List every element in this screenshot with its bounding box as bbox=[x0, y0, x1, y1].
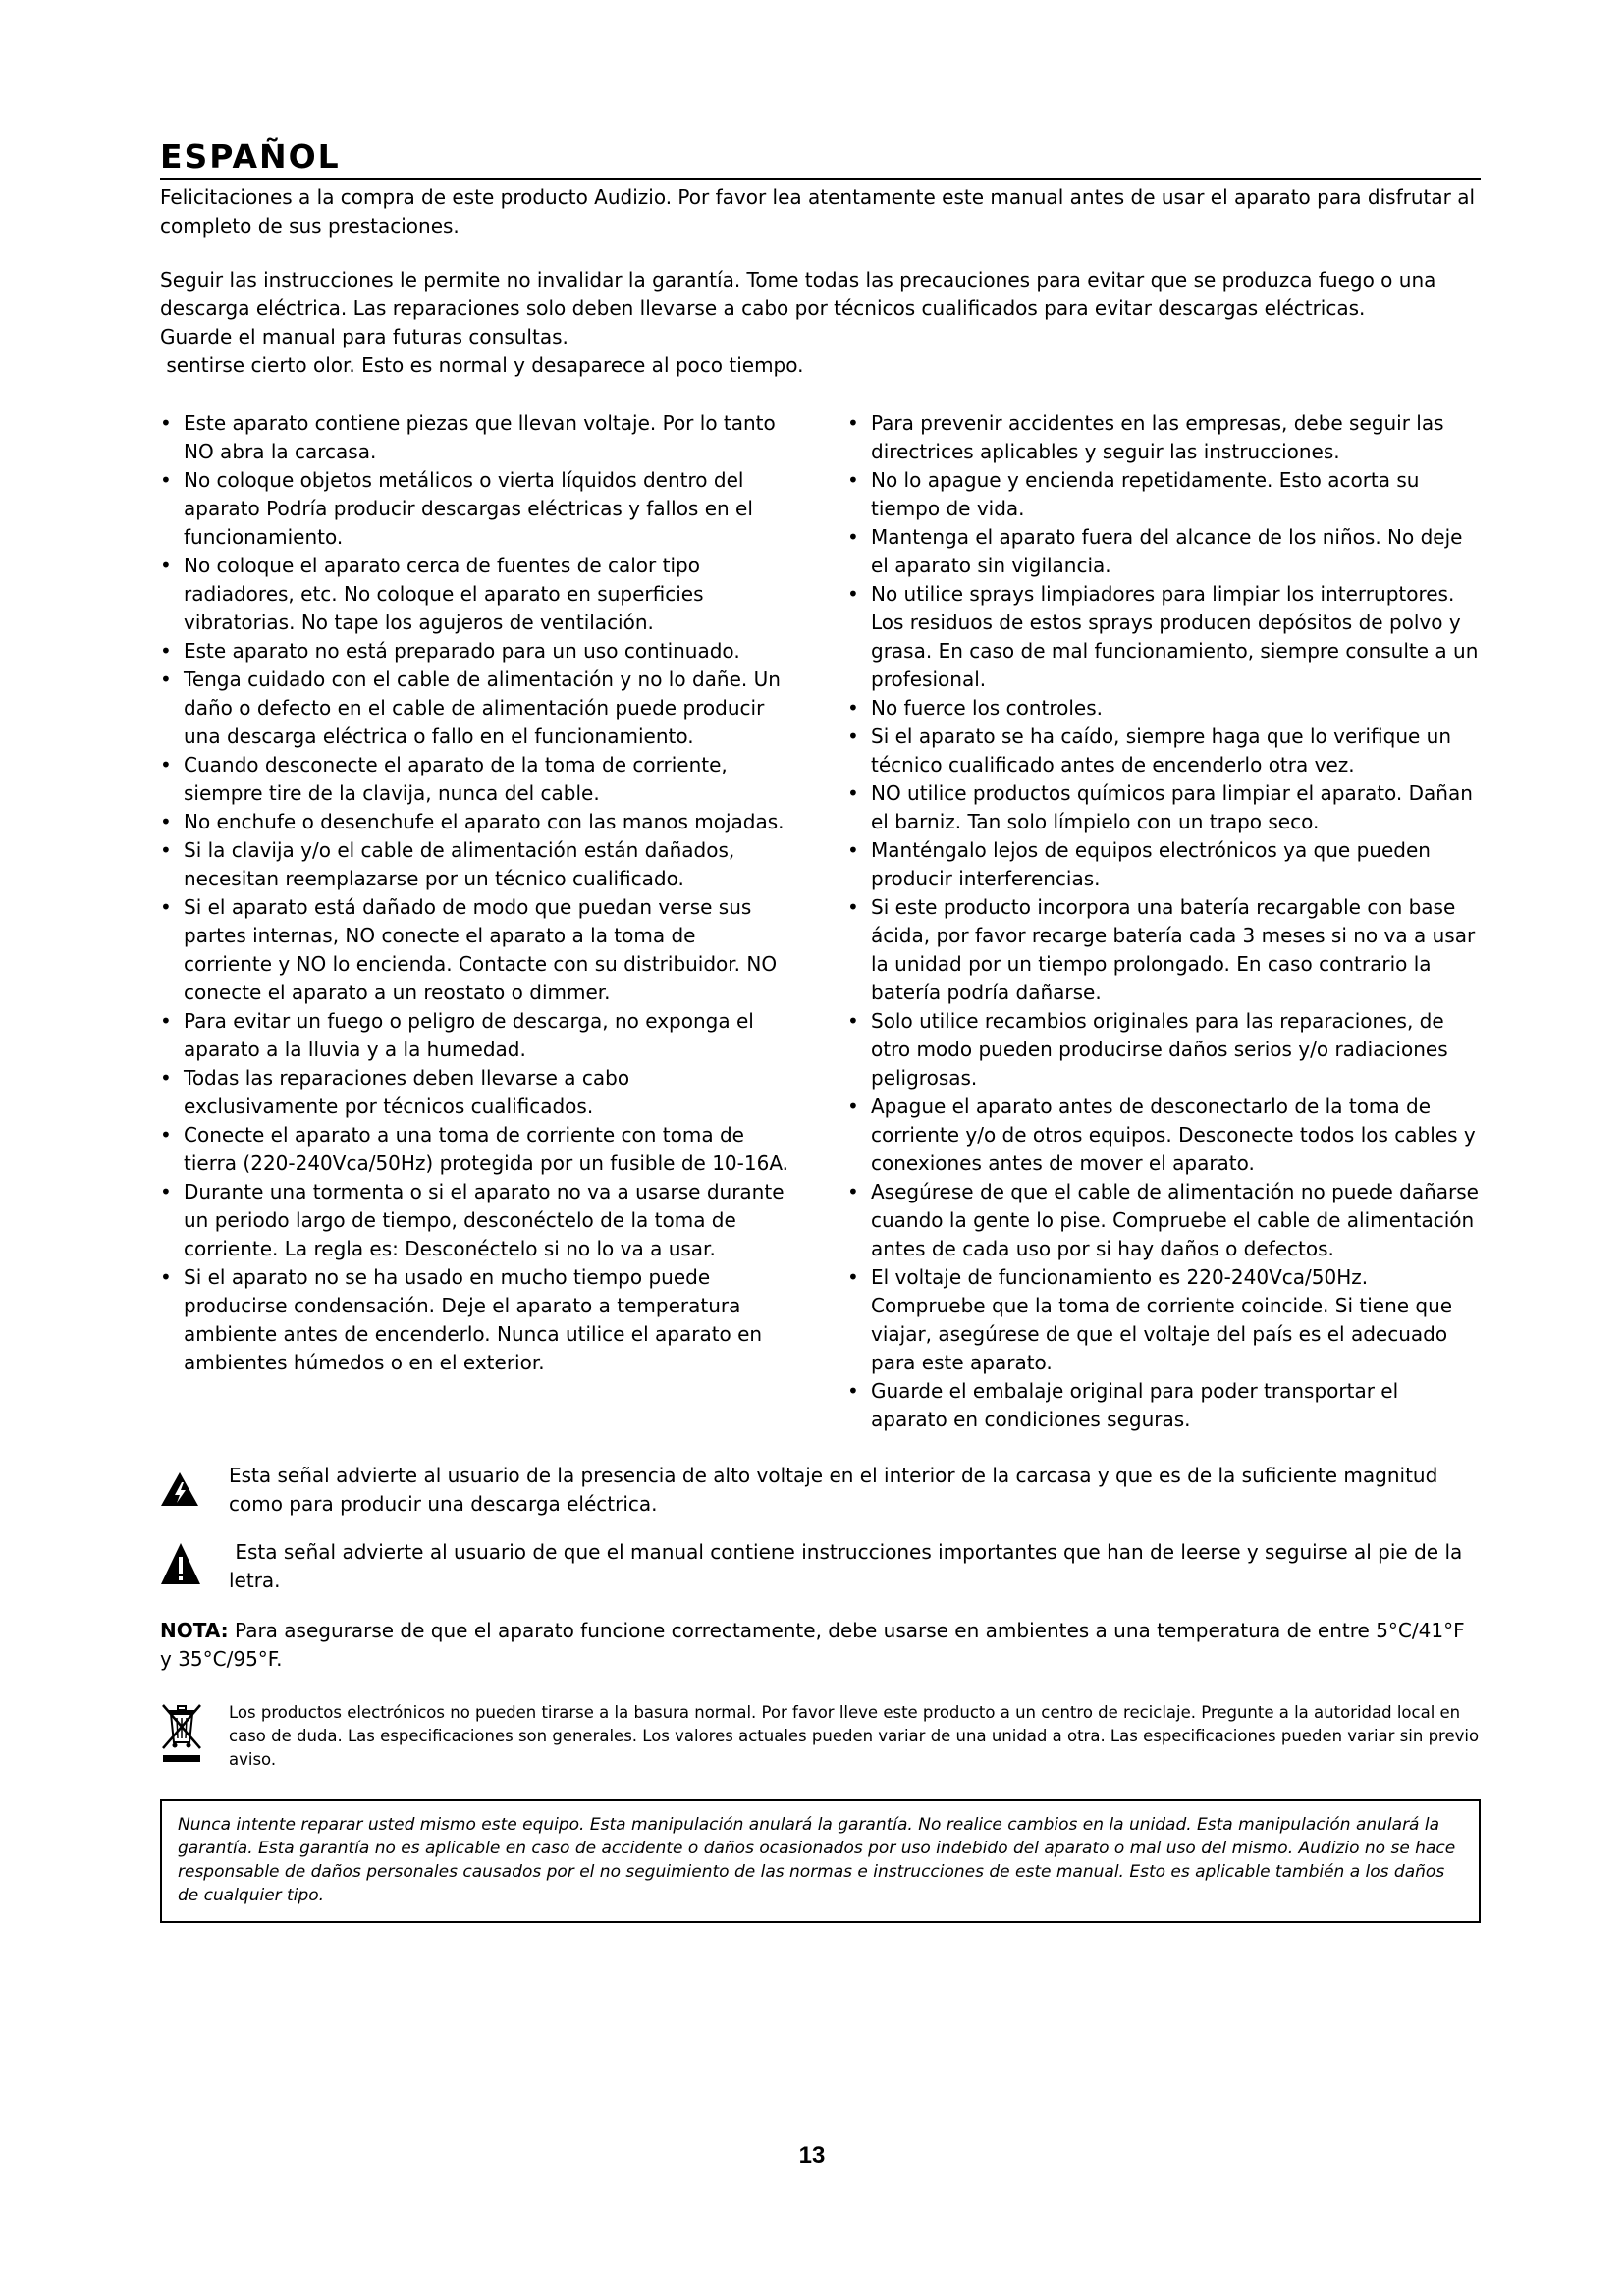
voltage-warning-text: Esta señal advierte al usuario de la presencia de alto voltaje en el interior de la carcasa y que es de la suficiente magnitud como para producir una descarga eléctrica. bbox=[229, 1464, 1438, 1516]
list-item: • Guarde el embalaje original para poder transportar el aparato en condiciones seguras. bbox=[847, 1377, 1481, 1434]
crossed-bin-icon bbox=[160, 1701, 209, 1768]
intro bbox=[160, 184, 1481, 380]
list-item: • No fuerce los controles. bbox=[847, 694, 1481, 722]
intro-paragraph-1: Felicitaciones a la compra de este producto Audizio. Por favor lea atentamente este manual antes de usar el aparato para disfrutar al completo de sus prestaciones. bbox=[160, 186, 1476, 238]
left-column bbox=[160, 409, 788, 1434]
recycling-notice bbox=[160, 1701, 1481, 1772]
list-item: • Para evitar un fuego o peligro de descarga, no exponga el aparato a la lluvia y a la humedad. bbox=[160, 1007, 788, 1064]
list-item: • Todas las reparaciones deben llevarse a cabo exclusivamente por técnicos cualificados. bbox=[160, 1064, 788, 1121]
list-item: • Asegúrese de que el cable de alimentación no puede dañarse cuando la gente lo pise. Compruebe el cable de alimentación antes de cada uso por si hay daños o defectos. bbox=[847, 1178, 1481, 1263]
list-item: • Tenga cuidado con el cable de alimentación y no lo dañe. Un daño o defecto en el cable de alimentación puede producir una descarga eléctrica o fallo en el funcionamiento. bbox=[160, 666, 788, 751]
list-item: • Este aparato contiene piezas que llevan voltaje. Por lo tanto NO abra la carcasa. bbox=[160, 409, 788, 466]
list-item: • Solo utilice recambios originales para las reparaciones, de otro modo pueden producirse daños serios y/o radiaciones peligrosas. bbox=[847, 1007, 1481, 1093]
list-item: • No enchufe o desenchufe el aparato con las manos mojadas. bbox=[160, 808, 788, 836]
list-item: • No utilice sprays limpiadores para limpiar los interruptores. Los residuos de estos sprays producen depósitos de polvo y grasa. En caso de mal funcionamiento, siempre consulte a un profesional. bbox=[847, 580, 1481, 694]
list-item: • Apague el aparato antes de desconectarlo de la toma de corriente y/o de otros equipos. Desconecte todos los cables y conexiones antes de mover el aparato. bbox=[847, 1093, 1481, 1178]
manual-page bbox=[160, 137, 1481, 1923]
list-item: • No coloque el aparato cerca de fuentes de calor tipo radiadores, etc. No coloque el aparato en superficies vibratorias. No tape los agujeros de ventilación. bbox=[160, 552, 788, 637]
instructions-warning bbox=[160, 1538, 1481, 1595]
exclamation-triangle-icon bbox=[160, 1542, 209, 1589]
list-item: • Si el aparato se ha caído, siempre haga que lo verifique un técnico cualificado antes de encenderlo otra vez. bbox=[847, 722, 1481, 779]
list-item: • Conecte el aparato a una toma de corriente con toma de tierra (220-240Vca/50Hz) protegida por un fusible de 10-16A. bbox=[160, 1121, 788, 1178]
list-item: • NO utilice productos químicos para limpiar el aparato. Dañan el barniz. Tan solo límpielo con un trapo seco. bbox=[847, 779, 1481, 836]
list-item: • Mantenga el aparato fuera del alcance de los niños. No deje el aparato sin vigilancia. bbox=[847, 523, 1481, 580]
nota-label: NOTA: bbox=[160, 1619, 229, 1642]
list-item: • El voltaje de funcionamiento es 220-240Vca/50Hz. Compruebe que la toma de corriente coincide. Si tiene que viajar, asegúrese de que el voltaje del país es el adecuado para este aparato. bbox=[847, 1263, 1481, 1377]
list-item: • Durante una tormenta o si el aparato no va a usarse durante un periodo largo de tiempo, desconéctelo de la toma de corriente. La regla es: Desconéctelo si no lo va a usar. bbox=[160, 1178, 788, 1263]
left-safety-list bbox=[160, 409, 788, 1377]
list-item: • Si el aparato no se ha usado en mucho tiempo puede producirse condensación. Deje el aparato a temperatura ambiente antes de encenderlo. Nunca utilice el aparato en ambientes húmedos o en el exterior. bbox=[160, 1263, 788, 1377]
intro-paragraph-2-line-3: sentirse cierto olor. Esto es normal y desaparece al poco tiempo. bbox=[160, 353, 804, 377]
page-number: 13 bbox=[798, 2142, 826, 2168]
list-item: • No lo apague y encienda repetidamente. Esto acorta su tiempo de vida. bbox=[847, 466, 1481, 523]
intro-paragraph-2-line-2: Guarde el manual para futuras consultas. bbox=[160, 325, 568, 348]
list-item: • Para prevenir accidentes en las empresas, debe seguir las directrices aplicables y seguir las instrucciones. bbox=[847, 409, 1481, 466]
list-item: • Cuando desconecte el aparato de la toma de corriente, siempre tire de la clavija, nunca del cable. bbox=[160, 751, 788, 808]
list-item: • Este aparato no está preparado para un uso continuado. bbox=[160, 637, 788, 666]
instructions-warning-text: Esta señal advierte al usuario de que el manual contiene instrucciones importantes que han de leerse y seguirse al pie de la letra. bbox=[229, 1540, 1469, 1592]
list-item: • Si la clavija y/o el cable de alimentación están dañados, necesitan reemplazarse por un técnico cualificado. bbox=[160, 836, 788, 893]
list-item: • Si este producto incorpora una batería recargable con base ácida, por favor recarge batería cada 3 meses si no va a usar la unidad por un tiempo prolongado. En caso contrario la batería podría dañarse. bbox=[847, 893, 1481, 1007]
lightning-triangle-icon bbox=[160, 1471, 209, 1511]
right-column bbox=[847, 409, 1481, 1434]
list-item: • Manténgalo lejos de equipos electrónicos ya que pueden producir interferencias. bbox=[847, 836, 1481, 893]
voltage-warning bbox=[160, 1462, 1481, 1519]
nota-paragraph bbox=[160, 1617, 1481, 1674]
list-item: • Si el aparato está dañado de modo que puedan verse sus partes internas, NO conecte el aparato a la toma de corriente y NO lo encienda. Contacte con su distribuidor. NO conecte el aparato a un reostato o dimmer. bbox=[160, 893, 788, 1007]
warranty-disclaimer: Nunca intente reparar usted mismo este equipo. Esta manipulación anulará la garantía. No realice cambios en la unidad. Esta manipulación anulará la garantía. Esta garantía no es aplicable en caso de accidente o daños ocasionados por uso indebido del aparato o mal uso del mismo. Audizio no se hace responsable de daños personales causados por el no seguimiento de las normas e instrucciones de este manual. Esto es aplicable también a los daños de cualquier tipo. bbox=[160, 1799, 1481, 1923]
list-item: • No coloque objetos metálicos o vierta líquidos dentro del aparato Podría producir descargas eléctricas y fallos en el funcionamiento. bbox=[160, 466, 788, 552]
intro-paragraph-2-line-1: Seguir las instrucciones le permite no invalidar la garantía. Tome todas las precauciones para evitar que se produzca fuego o una descarga eléctrica. Las reparaciones solo deben llevarse a cabo por técnicos cualificados para evitar descargas eléctricas. bbox=[160, 268, 1436, 320]
recycling-text: Los productos electrónicos no pueden tirarse a la basura normal. Por favor lleve este producto a un centro de reciclaje. Pregunte a la autoridad local en caso de duda. Las especificaciones son generales. Los valores actuales pueden variar de una unidad a otra. Las especificaciones pueden variar sin previo aviso. bbox=[229, 1703, 1480, 1769]
safety-columns bbox=[160, 409, 1481, 1434]
nota-text: Para asegurarse de que el aparato funcione correctamente, debe usarse en ambientes a una temperatura de entre 5°C/41°F y 35°C/95°F. bbox=[160, 1619, 1465, 1671]
right-safety-list bbox=[847, 409, 1481, 1434]
section-heading: ESPAÑOL bbox=[160, 137, 1481, 180]
